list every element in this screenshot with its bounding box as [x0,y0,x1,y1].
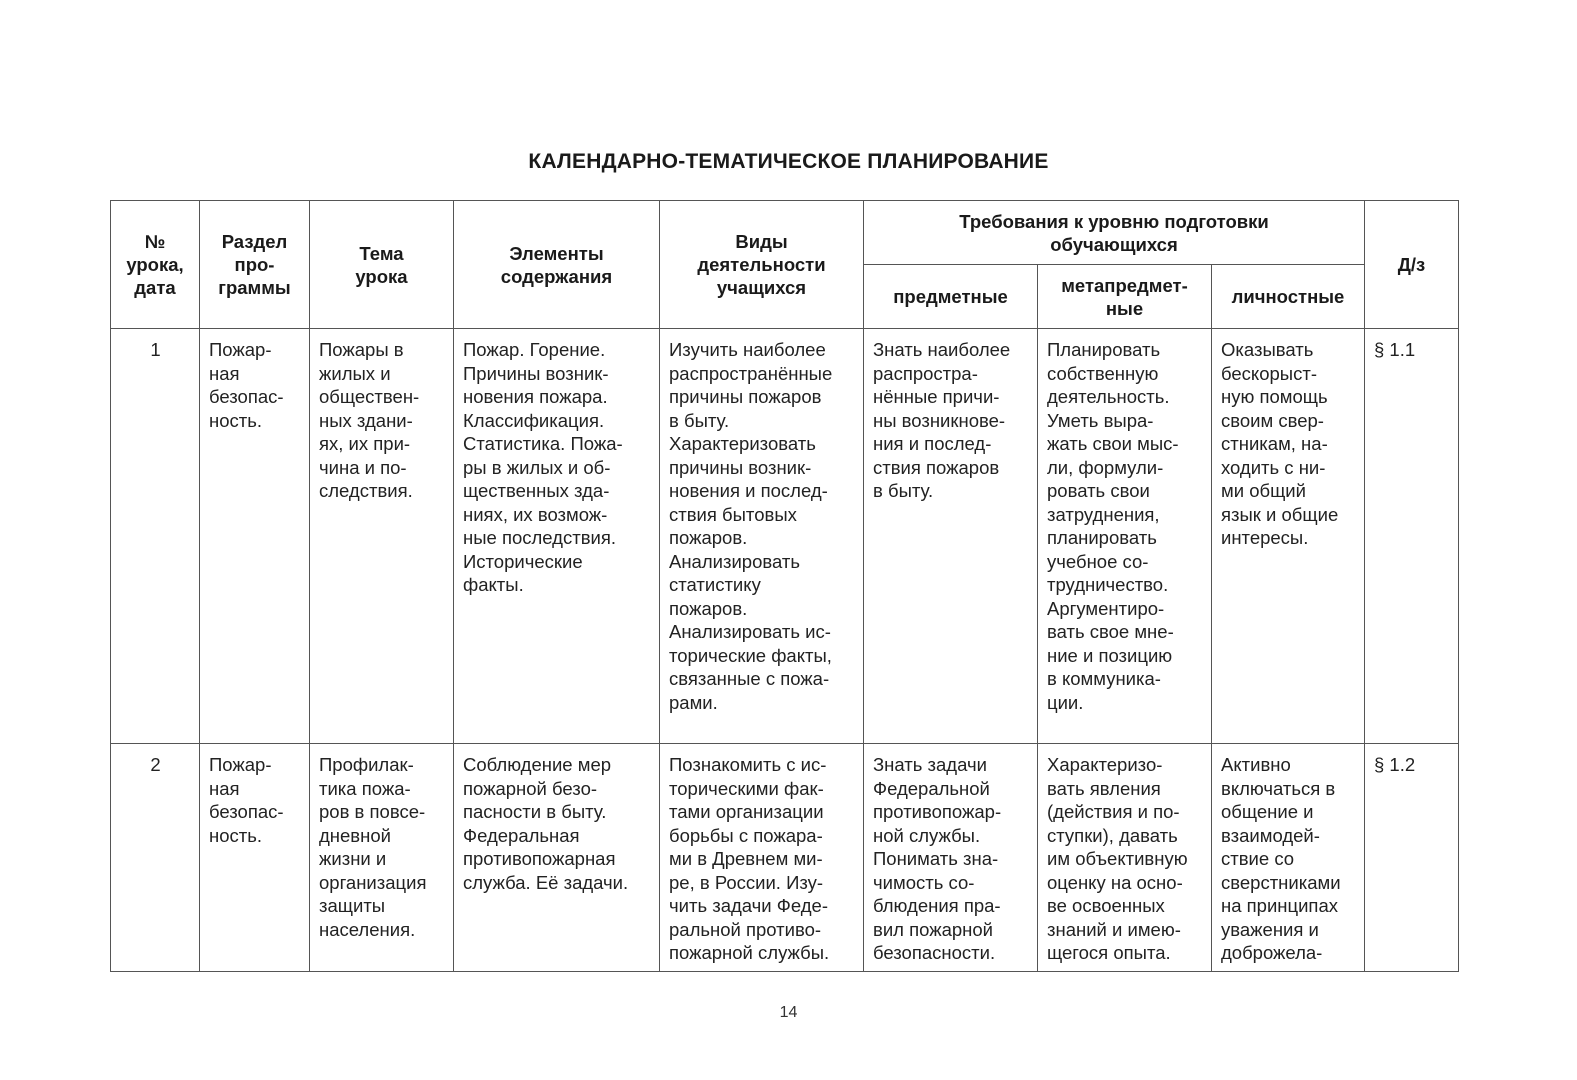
cell-lesson-topic: Профилак- тика пожа- ров в повсе- дневной жизни и организация защиты населения. [310,744,454,972]
header-requirements: Требования к уровню подготовки обучающихся [864,201,1365,265]
cell-student-activities: Изучить наиболее распространённые причины пожаров в быту. Характеризовать причины возник- новения и послед- ствия бытовых пожаров. Анализировать статистику пожаров. Анализировать ис- торические факты, связанные с пожа- рами. [660,329,864,744]
header-lesson-topic: Тема урока [310,201,454,329]
cell-lesson-number: 1 [111,329,200,744]
cell-personal-results: Активно включаться в общение и взаимодей- ствие со сверстниками на принципах уважения и доброжела- [1212,744,1365,972]
cell-lesson-number: 2 [111,744,200,972]
header-lesson-number: № урока, дата [111,201,200,329]
page-title: КАЛЕНДАРНО-ТЕМАТИЧЕСКОЕ ПЛАНИРОВАНИЕ [528,150,1049,173]
header-subject-results: предметные [864,265,1038,329]
planning-table [110,200,1459,972]
page-number: 14 [779,1004,798,1021]
cell-personal-results: Оказывать бескорыст- ную помощь своим свер- стникам, на- ходить с ни- ми общий язык и общие интересы. [1212,329,1365,744]
cell-content-elements: Соблюдение мер пожарной безо- пасности в быту. Федеральная противопожарная служба. Её задачи. [454,744,660,972]
header-student-activities: Виды деятельности учащихся [660,201,864,329]
table-row [111,744,1459,972]
header-content-elements: Элементы содержания [454,201,660,329]
cell-homework: § 1.2 [1365,744,1459,972]
cell-program-section: Пожар- ная безопас- ность. [200,329,310,744]
cell-meta-results: Характеризо- вать явления (действия и по- ступки), давать им объективную оценку на осно- ве освоенных знаний и имею- щегося опыта. [1038,744,1212,972]
cell-content-elements: Пожар. Горение. Причины возник- новения пожара. Классификация. Статистика. Пожа- ры в жилых и об- щественных зда- ниях, их возмож- ные последствия. Исторические факты. [454,329,660,744]
header-program-section: Раздел про- граммы [200,201,310,329]
cell-subject-results: Знать задачи Федеральной противопожар- ной службы. Понимать зна- чимость со- блюдения пра- вил пожарной безопасности. [864,744,1038,972]
cell-student-activities: Познакомить с ис- торическими фак- тами организации борьбы с пожара- ми в Древнем ми- ре, в России. Изу- чить задачи Феде- ральной противо- пожарной службы. [660,744,864,972]
header-personal-results: личностные [1212,265,1365,329]
table-row [111,329,1459,744]
cell-homework: § 1.1 [1365,329,1459,744]
table-header [111,201,1459,329]
cell-program-section: Пожар- ная безопас- ность. [200,744,310,972]
cell-subject-results: Знать наиболее распростра- нённые причи- ны возникнове- ния и послед- ствия пожаров в быту. [864,329,1038,744]
cell-lesson-topic: Пожары в жилых и обществен- ных здани- ях, их при- чина и по- следствия. [310,329,454,744]
header-meta-results: метапредмет- ные [1038,265,1212,329]
header-homework: Д/з [1365,201,1459,329]
cell-meta-results: Планировать собственную деятельность. Уметь выра- жать свои мыс- ли, формули- ровать свои затруднения, планировать учебное со- трудничество. Аргументиро- вать свое мне- ние и позицию в коммуника- ции. [1038,329,1212,744]
